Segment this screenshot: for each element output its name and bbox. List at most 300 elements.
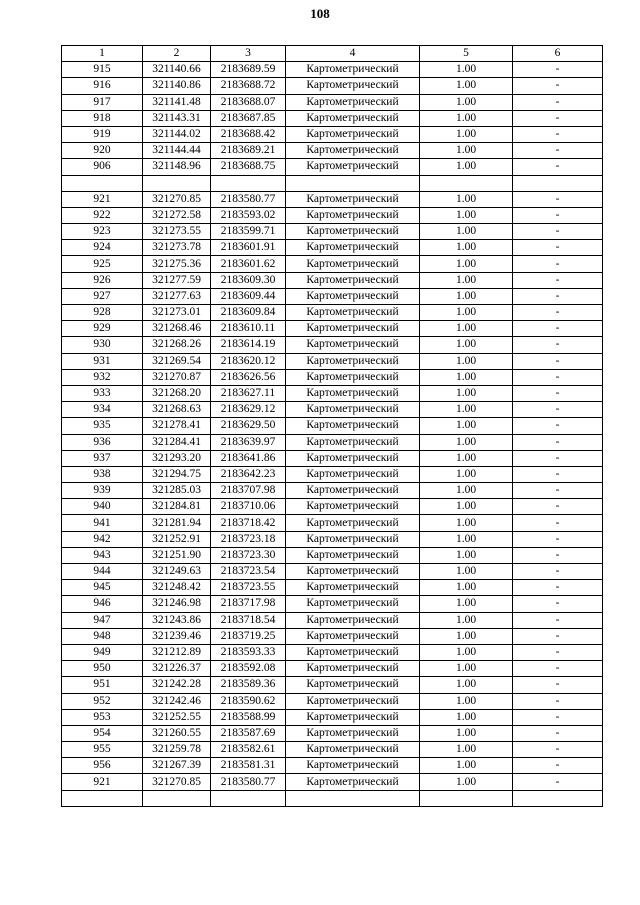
table-cell: 2183582.61 xyxy=(211,742,286,758)
table-cell: 2183609.84 xyxy=(211,305,286,321)
table-cell: 321140.86 xyxy=(143,78,211,94)
table-cell: 1.00 xyxy=(420,207,513,223)
table-cell: 2183723.30 xyxy=(211,547,286,563)
table-cell: - xyxy=(513,62,603,78)
table-cell: 1.00 xyxy=(420,677,513,693)
table-cell: 1.00 xyxy=(420,580,513,596)
table-cell: 1.00 xyxy=(420,644,513,660)
table-row xyxy=(62,531,603,547)
table-cell: Картометрический xyxy=(286,256,420,272)
table-row xyxy=(62,596,603,612)
table-cell: 321284.41 xyxy=(143,434,211,450)
table-cell: - xyxy=(513,612,603,628)
table-cell: 321278.41 xyxy=(143,418,211,434)
table-cell: 2183687.85 xyxy=(211,110,286,126)
table-cell: 2183601.62 xyxy=(211,256,286,272)
table-cell: 941 xyxy=(62,515,143,531)
table-cell: 1.00 xyxy=(420,466,513,482)
table-cell: 321141.48 xyxy=(143,94,211,110)
table-row xyxy=(62,758,603,774)
table-cell: Картометрический xyxy=(286,742,420,758)
table-cell: 2183592.08 xyxy=(211,661,286,677)
table-cell: Картометрический xyxy=(286,126,420,142)
table-cell: 1.00 xyxy=(420,305,513,321)
table-cell: Картометрический xyxy=(286,450,420,466)
table-cell: - xyxy=(513,547,603,563)
table-cell: 2183593.02 xyxy=(211,207,286,223)
table-cell: - xyxy=(513,94,603,110)
table-cell: 1.00 xyxy=(420,499,513,515)
table-cell: 2183614.19 xyxy=(211,337,286,353)
table-cell: 321143.31 xyxy=(143,110,211,126)
table-cell: 950 xyxy=(62,661,143,677)
table-row xyxy=(62,94,603,110)
table-cell: 1.00 xyxy=(420,288,513,304)
table-cell: 2183641.86 xyxy=(211,450,286,466)
table-cell: 2183626.56 xyxy=(211,369,286,385)
table-cell: 2183593.33 xyxy=(211,644,286,660)
table-row xyxy=(62,288,603,304)
table-cell: 1.00 xyxy=(420,62,513,78)
table-cell: Картометрический xyxy=(286,531,420,547)
table-cell: 1.00 xyxy=(420,272,513,288)
table-row xyxy=(62,515,603,531)
table-cell: 321239.46 xyxy=(143,628,211,644)
table-cell: 2183688.42 xyxy=(211,126,286,142)
table-cell: Картометрический xyxy=(286,515,420,531)
table-cell: 1.00 xyxy=(420,628,513,644)
table-cell: 321260.55 xyxy=(143,725,211,741)
table-cell: 925 xyxy=(62,256,143,272)
table-cell: 952 xyxy=(62,693,143,709)
table-cell: Картометрический xyxy=(286,385,420,401)
table-cell: - xyxy=(513,418,603,434)
table-cell: - xyxy=(513,450,603,466)
table-cell: Картометрический xyxy=(286,402,420,418)
table-cell: 1.00 xyxy=(420,483,513,499)
table-cell: Картометрический xyxy=(286,564,420,580)
column-header: 6 xyxy=(513,46,603,62)
table-cell: - xyxy=(513,661,603,677)
table-cell: 930 xyxy=(62,337,143,353)
table-cell: 921 xyxy=(62,774,143,790)
table-row xyxy=(62,353,603,369)
table-cell: 321268.63 xyxy=(143,402,211,418)
table-row xyxy=(62,369,603,385)
table-cell: 927 xyxy=(62,288,143,304)
table-cell: 931 xyxy=(62,353,143,369)
table-cell: 2183717.98 xyxy=(211,596,286,612)
table-cell: Картометрический xyxy=(286,240,420,256)
table-cell: 2183588.99 xyxy=(211,709,286,725)
table-cell: 2183689.59 xyxy=(211,62,286,78)
table-row xyxy=(62,159,603,175)
table-cell: 321294.75 xyxy=(143,466,211,482)
table-cell: Картометрический xyxy=(286,305,420,321)
table-cell: 942 xyxy=(62,531,143,547)
table-cell: 933 xyxy=(62,385,143,401)
table-cell: 1.00 xyxy=(420,434,513,450)
table-row xyxy=(62,240,603,256)
table-cell: 1.00 xyxy=(420,321,513,337)
table-cell: Картометрический xyxy=(286,596,420,612)
table-cell: 1.00 xyxy=(420,742,513,758)
table-cell: - xyxy=(513,580,603,596)
table-cell: - xyxy=(513,337,603,353)
table-cell: 944 xyxy=(62,564,143,580)
table-row xyxy=(62,256,603,272)
table-cell: 918 xyxy=(62,110,143,126)
table-row xyxy=(62,450,603,466)
table-cell: - xyxy=(513,564,603,580)
coordinates-table xyxy=(61,45,603,807)
table-cell: 1.00 xyxy=(420,256,513,272)
table-row xyxy=(62,191,603,207)
column-header: 1 xyxy=(62,46,143,62)
table-cell: 2183609.44 xyxy=(211,288,286,304)
table-cell: Картометрический xyxy=(286,369,420,385)
table-cell: 321242.28 xyxy=(143,677,211,693)
table-cell: - xyxy=(513,321,603,337)
table-cell: Картометрический xyxy=(286,547,420,563)
table-cell: 2183688.07 xyxy=(211,94,286,110)
table-cell: 321144.02 xyxy=(143,126,211,142)
table-cell: Картометрический xyxy=(286,628,420,644)
table-cell: - xyxy=(513,499,603,515)
table-cell: 1.00 xyxy=(420,240,513,256)
table-cell: Картометрический xyxy=(286,207,420,223)
table-cell: Картометрический xyxy=(286,321,420,337)
table-cell: 321270.85 xyxy=(143,774,211,790)
table-row xyxy=(62,207,603,223)
table-row xyxy=(62,78,603,94)
table-cell xyxy=(513,175,603,191)
table-cell: - xyxy=(513,110,603,126)
table-cell: 321249.63 xyxy=(143,564,211,580)
table-cell: Картометрический xyxy=(286,612,420,628)
table-row xyxy=(62,321,603,337)
table-cell: 321252.91 xyxy=(143,531,211,547)
table-cell: 2183688.72 xyxy=(211,78,286,94)
table-cell: 321242.46 xyxy=(143,693,211,709)
table-cell: 943 xyxy=(62,547,143,563)
table-cell: Картометрический xyxy=(286,758,420,774)
table-cell: - xyxy=(513,353,603,369)
table-cell: - xyxy=(513,126,603,142)
table-row xyxy=(62,418,603,434)
table-cell: 953 xyxy=(62,709,143,725)
table-cell: 2183587.69 xyxy=(211,725,286,741)
table-cell: 2183710.06 xyxy=(211,499,286,515)
table-cell: Картометрический xyxy=(286,418,420,434)
table-cell: Картометрический xyxy=(286,677,420,693)
table-cell: 947 xyxy=(62,612,143,628)
table-row xyxy=(62,499,603,515)
table-row xyxy=(62,547,603,563)
table-cell: 1.00 xyxy=(420,774,513,790)
table-cell: 2183627.11 xyxy=(211,385,286,401)
table-cell: 938 xyxy=(62,466,143,482)
table-cell: 1.00 xyxy=(420,693,513,709)
table-cell: 321270.85 xyxy=(143,191,211,207)
table-cell: - xyxy=(513,240,603,256)
table-cell: 321148.96 xyxy=(143,159,211,175)
table-row xyxy=(62,725,603,741)
table-row xyxy=(62,612,603,628)
table-cell: 919 xyxy=(62,126,143,142)
table-cell: 2183723.54 xyxy=(211,564,286,580)
table-cell: 321277.59 xyxy=(143,272,211,288)
table-row xyxy=(62,402,603,418)
table-cell: Картометрический xyxy=(286,337,420,353)
table-cell: 2183707.98 xyxy=(211,483,286,499)
table-cell: 923 xyxy=(62,224,143,240)
table-cell: - xyxy=(513,725,603,741)
table-cell: 321268.26 xyxy=(143,337,211,353)
table-cell: - xyxy=(513,385,603,401)
table-row xyxy=(62,175,603,191)
table-cell: 321273.01 xyxy=(143,305,211,321)
table-row xyxy=(62,661,603,677)
table-cell xyxy=(211,175,286,191)
table-cell: 955 xyxy=(62,742,143,758)
table-row xyxy=(62,143,603,159)
table-cell: 915 xyxy=(62,62,143,78)
table-cell: 1.00 xyxy=(420,224,513,240)
table-cell: - xyxy=(513,256,603,272)
table-row xyxy=(62,62,603,78)
table-cell: - xyxy=(513,402,603,418)
table-cell: 1.00 xyxy=(420,547,513,563)
table-cell: Картометрический xyxy=(286,774,420,790)
table-cell: 321251.90 xyxy=(143,547,211,563)
table-body xyxy=(62,62,603,807)
table-row xyxy=(62,466,603,482)
table-cell: 2183590.62 xyxy=(211,693,286,709)
table-cell: 1.00 xyxy=(420,758,513,774)
table-cell: Картометрический xyxy=(286,272,420,288)
table-cell: 920 xyxy=(62,143,143,159)
column-header: 3 xyxy=(211,46,286,62)
table-cell: 321259.78 xyxy=(143,742,211,758)
table-cell: - xyxy=(513,369,603,385)
table-row xyxy=(62,385,603,401)
table-row xyxy=(62,126,603,142)
table-row xyxy=(62,305,603,321)
table-row xyxy=(62,693,603,709)
table-cell: 321273.55 xyxy=(143,224,211,240)
table-row xyxy=(62,774,603,790)
table-cell: 1.00 xyxy=(420,531,513,547)
table-cell: Картометрический xyxy=(286,466,420,482)
table-cell: 2183580.77 xyxy=(211,774,286,790)
table-cell: 932 xyxy=(62,369,143,385)
table-cell: 321272.58 xyxy=(143,207,211,223)
table-cell: 928 xyxy=(62,305,143,321)
table-cell: Картометрический xyxy=(286,353,420,369)
table-cell: - xyxy=(513,677,603,693)
table-cell: 924 xyxy=(62,240,143,256)
table-cell: 1.00 xyxy=(420,661,513,677)
table-cell: - xyxy=(513,531,603,547)
table-cell: 2183581.31 xyxy=(211,758,286,774)
table-cell xyxy=(211,790,286,806)
table-row xyxy=(62,628,603,644)
table-cell: 946 xyxy=(62,596,143,612)
table-cell: - xyxy=(513,288,603,304)
table-cell xyxy=(286,790,420,806)
table-cell: 1.00 xyxy=(420,450,513,466)
table-cell: 1.00 xyxy=(420,418,513,434)
table-cell: 2183601.91 xyxy=(211,240,286,256)
table-cell xyxy=(62,790,143,806)
table-cell: - xyxy=(513,143,603,159)
table-cell: Картометрический xyxy=(286,483,420,499)
table-cell: - xyxy=(513,78,603,94)
table-cell: Картометрический xyxy=(286,62,420,78)
table-cell: 949 xyxy=(62,644,143,660)
table-cell: 916 xyxy=(62,78,143,94)
table-cell: 917 xyxy=(62,94,143,110)
table-cell: - xyxy=(513,191,603,207)
table-cell: 1.00 xyxy=(420,515,513,531)
table-cell: 321284.81 xyxy=(143,499,211,515)
table-cell: 321252.55 xyxy=(143,709,211,725)
table-cell: Картометрический xyxy=(286,693,420,709)
table-cell: 939 xyxy=(62,483,143,499)
table-cell: 321281.94 xyxy=(143,515,211,531)
table-cell xyxy=(286,175,420,191)
table-cell: Картометрический xyxy=(286,159,420,175)
table-cell: 1.00 xyxy=(420,143,513,159)
table-cell: 2183723.18 xyxy=(211,531,286,547)
table-cell xyxy=(143,790,211,806)
table-cell: 321226.37 xyxy=(143,661,211,677)
table-cell: 1.00 xyxy=(420,337,513,353)
table-cell: 1.00 xyxy=(420,402,513,418)
table-row xyxy=(62,483,603,499)
table-cell: 321268.46 xyxy=(143,321,211,337)
table-cell: Картометрический xyxy=(286,580,420,596)
table-cell: 951 xyxy=(62,677,143,693)
table-cell: Картометрический xyxy=(286,143,420,159)
table-cell: 2183599.71 xyxy=(211,224,286,240)
table-cell: 2183620.12 xyxy=(211,353,286,369)
table-cell: 2183723.55 xyxy=(211,580,286,596)
table-row xyxy=(62,790,603,806)
table-cell: 2183629.12 xyxy=(211,402,286,418)
table-cell: - xyxy=(513,693,603,709)
table-cell: 934 xyxy=(62,402,143,418)
table-cell: 1.00 xyxy=(420,612,513,628)
table-cell: 321269.54 xyxy=(143,353,211,369)
table-cell: 1.00 xyxy=(420,369,513,385)
table-cell: 926 xyxy=(62,272,143,288)
table-cell: - xyxy=(513,709,603,725)
table-cell: 321140.66 xyxy=(143,62,211,78)
table-cell: 945 xyxy=(62,580,143,596)
table-cell: Картометрический xyxy=(286,110,420,126)
table-cell: Картометрический xyxy=(286,94,420,110)
table-cell xyxy=(62,175,143,191)
table-cell: 1.00 xyxy=(420,110,513,126)
table-cell: 321277.63 xyxy=(143,288,211,304)
table-cell: 1.00 xyxy=(420,94,513,110)
table-row xyxy=(62,580,603,596)
table-row xyxy=(62,272,603,288)
table-cell: 922 xyxy=(62,207,143,223)
table-cell: - xyxy=(513,644,603,660)
table-cell: 321285.03 xyxy=(143,483,211,499)
table-cell xyxy=(143,175,211,191)
table-cell: 321144.44 xyxy=(143,143,211,159)
table-cell: Картометрический xyxy=(286,434,420,450)
table-cell: - xyxy=(513,466,603,482)
table-cell: - xyxy=(513,774,603,790)
table-row xyxy=(62,224,603,240)
table-cell: 2183642.23 xyxy=(211,466,286,482)
table-cell: 1.00 xyxy=(420,159,513,175)
table-row xyxy=(62,434,603,450)
table-cell: 929 xyxy=(62,321,143,337)
table-cell: 321246.98 xyxy=(143,596,211,612)
table-cell: 940 xyxy=(62,499,143,515)
table-cell: - xyxy=(513,628,603,644)
table-cell xyxy=(420,175,513,191)
table-cell: Картометрический xyxy=(286,661,420,677)
table-cell: - xyxy=(513,224,603,240)
table-cell: 2183689.21 xyxy=(211,143,286,159)
table-cell: 1.00 xyxy=(420,385,513,401)
table-cell: 2183609.30 xyxy=(211,272,286,288)
table-cell: Картометрический xyxy=(286,191,420,207)
table-cell: 1.00 xyxy=(420,126,513,142)
table-cell: 321248.42 xyxy=(143,580,211,596)
table-cell: 2183580.77 xyxy=(211,191,286,207)
table-row xyxy=(62,677,603,693)
table-cell: 321293.20 xyxy=(143,450,211,466)
table-cell: - xyxy=(513,434,603,450)
table-cell: 2183718.54 xyxy=(211,612,286,628)
table-cell: 2183718.42 xyxy=(211,515,286,531)
table-cell: 321273.78 xyxy=(143,240,211,256)
table-cell: 2183688.75 xyxy=(211,159,286,175)
table-cell: 2183589.36 xyxy=(211,677,286,693)
table-cell: - xyxy=(513,742,603,758)
table-cell: 1.00 xyxy=(420,78,513,94)
column-header: 4 xyxy=(286,46,420,62)
table-cell: - xyxy=(513,207,603,223)
table-cell: 935 xyxy=(62,418,143,434)
table-cell: 956 xyxy=(62,758,143,774)
table-cell: 321270.87 xyxy=(143,369,211,385)
table-cell: Картометрический xyxy=(286,224,420,240)
table-cell: Картометрический xyxy=(286,725,420,741)
table-cell: Картометрический xyxy=(286,78,420,94)
table-cell: - xyxy=(513,159,603,175)
table-cell: - xyxy=(513,305,603,321)
table-row xyxy=(62,742,603,758)
table-row xyxy=(62,644,603,660)
table-cell: 1.00 xyxy=(420,596,513,612)
table-row xyxy=(62,337,603,353)
column-header: 5 xyxy=(420,46,513,62)
table-cell: 948 xyxy=(62,628,143,644)
table-cell: - xyxy=(513,483,603,499)
table-cell: 936 xyxy=(62,434,143,450)
table-cell: 321212.89 xyxy=(143,644,211,660)
table-cell: 1.00 xyxy=(420,709,513,725)
